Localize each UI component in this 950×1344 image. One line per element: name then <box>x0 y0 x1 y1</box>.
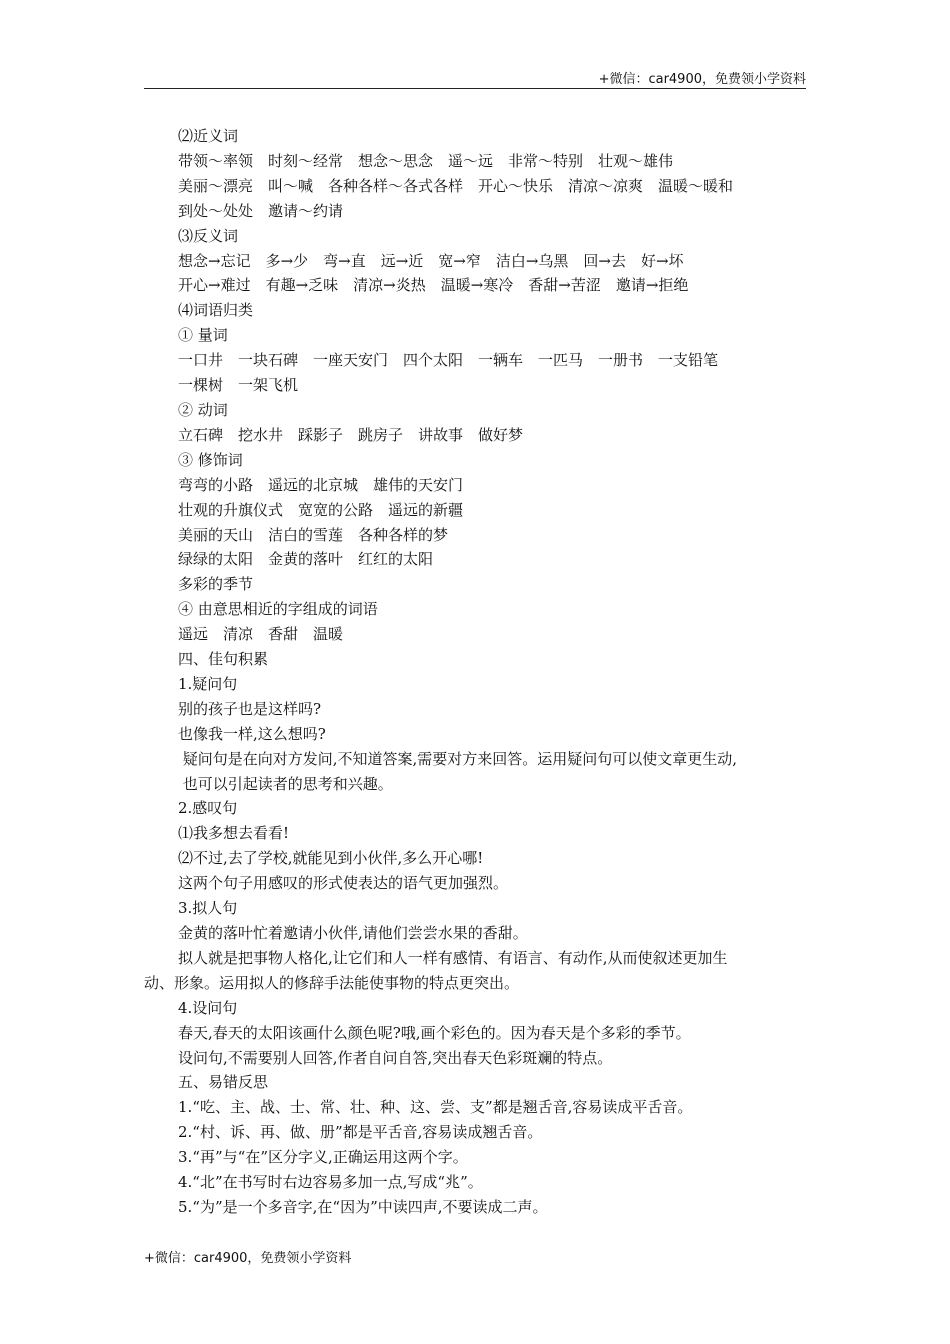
text-line: 一棵树 一架飞机 <box>178 376 299 395</box>
text-line: 春天,春天的太阳该画什么颜色呢?哦,画个彩色的。因为春天是个多彩的季节。 <box>178 1023 691 1042</box>
text-line: 绿绿的太阳 金黄的落叶 红红的太阳 <box>178 550 434 569</box>
text-line: 动、形象。运用拟人的修辞手法能使事物的特点更突出。 <box>144 973 520 992</box>
list-item: 5.“为”是一个多音字,在“因为”中读四声,不要读成二声。 <box>178 1197 548 1216</box>
subheading-personification: 3.拟人句 <box>178 899 238 918</box>
subheading-measure-words: ① 量词 <box>178 326 228 345</box>
subheading-exclamation: 2.感叹句 <box>178 799 238 818</box>
text-line: 拟人就是把事物人格化,让它们和人一样有感情、有语言、有动作,从而使叙述更加生 <box>178 948 728 967</box>
subheading-modifiers: ③ 修饰词 <box>178 450 243 469</box>
text-line: 立石碑 挖水井 踩影子 跳房子 讲故事 做好梦 <box>178 425 524 444</box>
list-item: 3.“再”与“在”区分字义,正确运用这两个字。 <box>178 1148 468 1167</box>
page-footer: +微信：car4900，免费领小学资料 <box>144 1251 352 1266</box>
header-text: +微信：car4900，免费领小学资料 <box>598 72 806 87</box>
section-heading-mistakes: 五、易错反思 <box>178 1073 269 1092</box>
text-line: 也可以引起读者的思考和兴趣。 <box>178 774 393 793</box>
text-line: 壮观的升旗仪式 宽宽的公路 遥远的新疆 <box>178 500 464 519</box>
subheading-verbs: ② 动词 <box>178 400 228 419</box>
text-line: 想念→忘记 多→少 弯→直 远→近 宽→窄 洁白→乌黑 回→去 好→坏 <box>178 251 684 270</box>
text-line: 也像我一样,这么想吗? <box>178 724 326 743</box>
text-line: 金黄的落叶忙着邀请小伙伴,请他们尝尝水果的香甜。 <box>178 924 528 942</box>
text-line: ⑵不过,去了学校,就能见到小伙伴,多么开心哪! <box>178 849 484 868</box>
text-line: 一口井 一块石碑 一座天安门 四个太阳 一辆车 一匹马 一册书 一支铅笔 <box>178 351 719 370</box>
section-heading-sentences: 四、佳句积累 <box>178 650 269 669</box>
text-line: 到处～处处 邀请～约请 <box>178 201 344 220</box>
document-body <box>144 124 812 1220</box>
text-line: 多彩的季节 <box>178 575 254 594</box>
text-line: 遥远 清凉 香甜 温暖 <box>178 625 344 644</box>
text-line: 疑问句是在向对方发问,不知道答案,需要对方来回答。运用疑问句可以使文章更生动, <box>178 749 738 768</box>
list-item: 2.“村、诉、再、做、册”都是平舌音,容易读成翘舌音。 <box>178 1123 543 1142</box>
text-line: 设问句,不需要别人回答,作者自问自答,突出春天色彩斑斓的特点。 <box>178 1048 613 1067</box>
subheading-question: 1.疑问句 <box>178 674 238 693</box>
subheading-similar-words: ④ 由意思相近的字组成的词语 <box>178 600 378 619</box>
page-header <box>144 66 806 89</box>
text-line: 开心→难过 有趣→乏味 清凉→炎热 温暖→寒冷 香甜→苦涩 邀请→拒绝 <box>178 276 689 295</box>
text-line: 这两个句子用感叹的形式使表达的语气更加强烈。 <box>178 874 509 893</box>
text-line: 带领～率领 时刻～经常 想念～思念 遥～远 非常～特别 壮观～雄伟 <box>178 151 674 170</box>
text-line: 别的孩子也是这样吗? <box>178 699 322 718</box>
text-line: 美丽的天山 洁白的雪莲 各种各样的梦 <box>178 525 449 544</box>
list-item: 4.“北”在书写时右边容易多加一点,写成“兆”。 <box>178 1173 483 1192</box>
heading-synonyms: ⑵近义词 <box>178 127 239 145</box>
text-line: ⑴我多想去看看! <box>178 824 290 843</box>
text-line: 美丽～漂亮 叫～喊 各种各样～各式各样 开心～快乐 清凉～凉爽 温暖～暖和 <box>178 176 734 195</box>
list-item: 1.“吃、主、战、士、常、壮、种、这、尝、支”都是翘舌音,容易读成平舌音。 <box>178 1098 693 1117</box>
heading-word-classification: ⑷词语归类 <box>178 301 254 320</box>
subheading-rhetorical-question: 4.设问句 <box>178 998 238 1017</box>
heading-antonyms: ⑶反义词 <box>178 226 239 245</box>
text-line: 弯弯的小路 遥远的北京城 雄伟的天安门 <box>178 475 464 494</box>
